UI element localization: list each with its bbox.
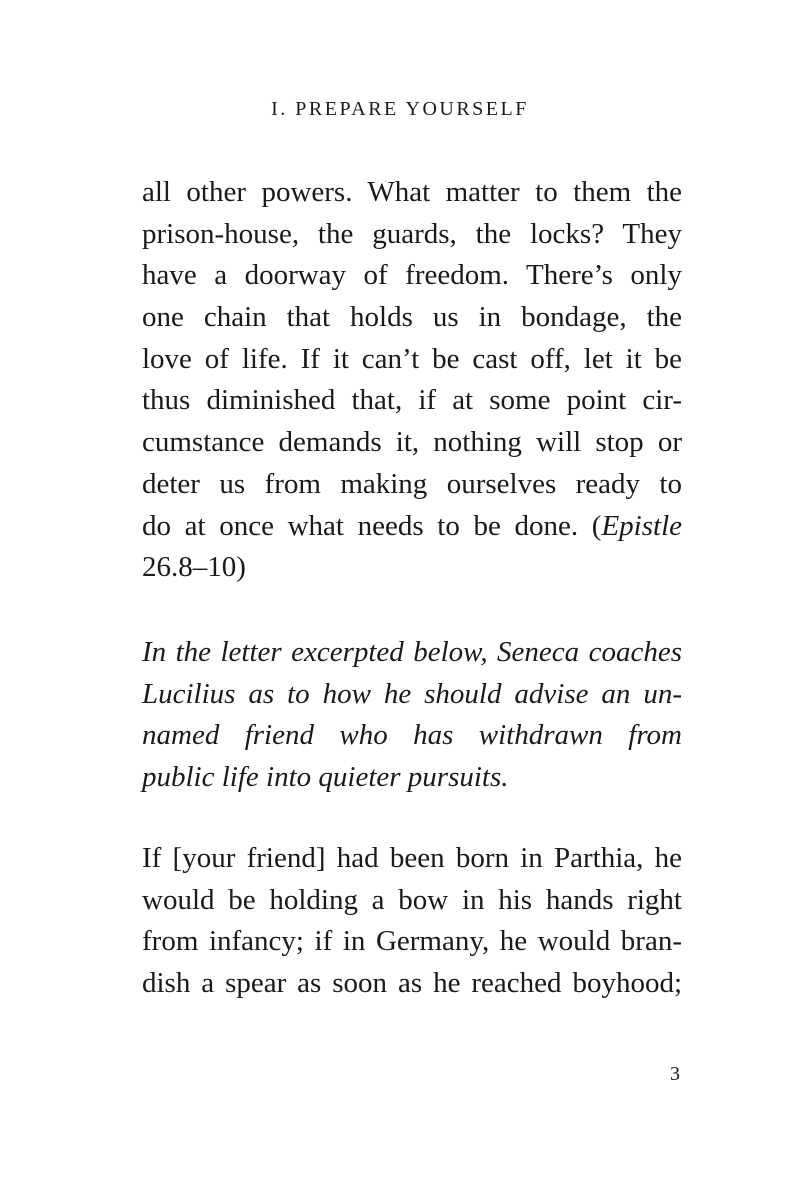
text-line: all other powers. What matter to them the (142, 176, 682, 208)
text-line: from infancy; if in Germany, he would bran- (142, 925, 682, 958)
text-line: named friend who has withdrawn from (142, 719, 682, 752)
text-line: public life into quieter pursuits. (142, 761, 509, 794)
quote-paragraph (142, 172, 682, 589)
text-line: thus diminished that, if at some point cir- (142, 384, 682, 417)
text-line: one chain that holds us in bondage, the (142, 301, 682, 334)
text-line: dish a spear as soon as he reached boyhood; (142, 967, 682, 1000)
letter-paragraph (142, 838, 682, 1005)
text-line: In the letter excerpted below, Seneca coaches (142, 636, 682, 668)
text-line: deter us from making ourselves ready to (142, 467, 682, 500)
text-line: Lucilius as to how he should advise an un- (142, 677, 682, 710)
text-line: have a doorway of freedom. There’s only (142, 259, 682, 292)
epistle-citation: Epistle (601, 509, 682, 542)
editorial-introduction (142, 632, 682, 799)
text-line (142, 506, 682, 548)
text-line-prefix: do at once what needs to be done. ( (142, 509, 602, 542)
text-line: prison-house, the guards, the locks? They (142, 217, 682, 250)
running-head: I. PREPARE YOURSELF (271, 98, 529, 120)
page-number: 3 (670, 1063, 680, 1085)
citation-reference: 26.8–10) (142, 551, 246, 584)
text-line: If [your friend] had been born in Parthia, he (142, 842, 682, 874)
text-line: love of life. If it can’t be cast off, let it be (142, 342, 682, 375)
text-line: cumstance demands it, nothing will stop or (142, 426, 682, 459)
text-line: would be holding a bow in his hands right (142, 883, 682, 916)
